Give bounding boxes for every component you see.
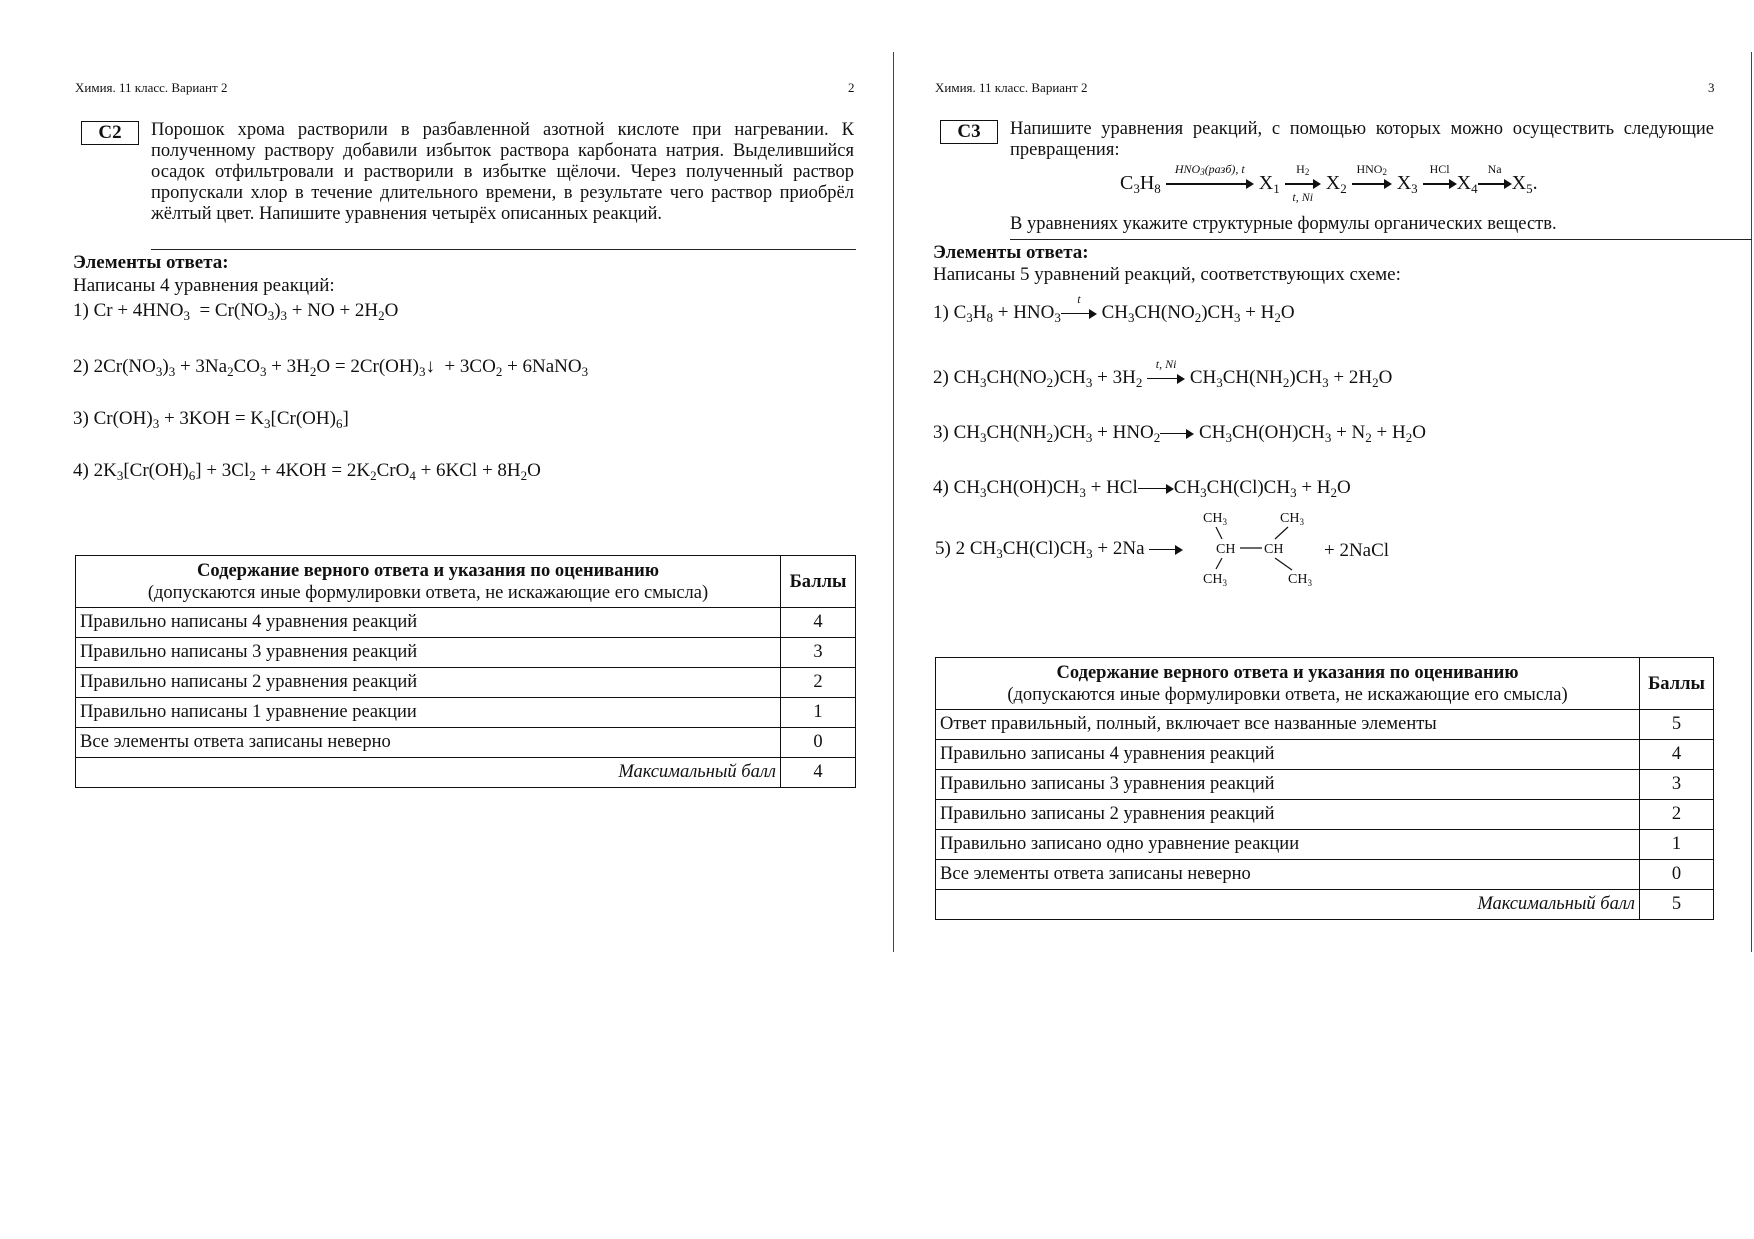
- table-row: Правильно записаны 4 уравнения реакций 4: [936, 740, 1714, 770]
- table-header-content: Содержание верного ответа и указания по оцениванию (допускаются иные формулировки ответа, не искажающие его смысла): [76, 556, 781, 608]
- table-max-row: Максимальный балл 5: [936, 890, 1714, 920]
- answer-title: Элементы ответа:: [933, 242, 1089, 263]
- page-number: 2: [848, 80, 855, 95]
- dimethylbutane-structure: [1200, 508, 1310, 590]
- task-text: Напишите уравнения реакций, с помощью которых можно осуществить следующие превращения:: [1010, 119, 1714, 160]
- answer-title: Элементы ответа:: [73, 252, 229, 273]
- equation-4: 4) $CH_3CH(OH)CH_3$ + HCl $CH_3CH(Cl)CH_3 + H_2O$: [933, 477, 1351, 500]
- table-row: Правильно записано одно уравнение реакции 1: [936, 830, 1714, 860]
- equation-4: 4) $2K_3[Cr(OH)_6] + 3Cl_2 + 4KOH = 2K_2CrO_4 + 6KCl + 8H_2O$: [73, 460, 541, 483]
- equation-1: 1) $C_3H_8 + HNO_3$ t $CH_3CH(NO_2)CH_3 + H_2O$: [933, 291, 1295, 325]
- scoring-table: [935, 657, 1714, 920]
- equation-3: 3) $CH_3CH(NH_2)CH_3 + HNO_2$ $CH_3CH(OH)CH_3 + N_2 + H_2O$: [933, 422, 1426, 445]
- page-header: Химия. 11 класс. Вариант 2: [75, 80, 228, 95]
- task-code-box: C3: [940, 120, 998, 144]
- svg-text:CH3: $CH_3$: [1280, 511, 1304, 527]
- table-row: Все элементы ответа записаны неверно 0: [936, 860, 1714, 890]
- answer-intro: Написаны 4 уравнения реакций:: [73, 275, 335, 296]
- transformation-scheme: $C_3H_8$ $HNO_3(разб)$, t $X_1$ $H_2$ t, Ni $X_2$ $HNO_2$ $X_3$ HCl $X_4$ Na $X_5$.: [1120, 162, 1538, 205]
- task-code-box: C2: [81, 121, 139, 145]
- task-underline: [151, 249, 856, 250]
- table-row: Правильно записаны 2 уравнения реакций 2: [936, 800, 1714, 830]
- svg-text:CH3: $CH_3$: [1288, 572, 1312, 588]
- table-header-content: Содержание верного ответа и указания по оцениванию (допускаются иные формулировки ответа, не искажающие его смысла): [936, 658, 1640, 710]
- table-row: Ответ правильный, полный, включает все названные элементы 5: [936, 710, 1714, 740]
- table-row: Все элементы ответа записаны неверно 0: [76, 728, 856, 758]
- page-header: Химия. 11 класс. Вариант 2: [935, 80, 1088, 95]
- task-text: Порошок хрома растворили в разбавленной азотной кислоте при нагревании. К полученному раствору добавили избыток раствора карбоната натрия. Выделившийся осадок отфильтровали и растворили в избытке щёлочи. Через полученный раствор пропускали хлор в течение длительного времени, в результате чего раствор приобрёл жёлтый цвет. Напишите уравнения четырёх описанных реакций.: [151, 120, 854, 224]
- table-header-points: Баллы: [781, 556, 856, 608]
- equation-5: 5) 2 $CH_3CH(Cl)CH_3 + 2Na$: [935, 538, 1183, 560]
- svg-text:CH3: $CH_3$: [1203, 511, 1227, 527]
- page-right: [893, 0, 1754, 1239]
- table-row: Правильно написаны 1 уравнение реакции 1: [76, 698, 856, 728]
- table-row: Правильно написаны 4 уравнения реакций 4: [76, 608, 856, 638]
- equation-1: 1) $Cr + 4HNO_3 = Cr(NO_3)_3$ + NO + $2H_2O$: [73, 300, 399, 323]
- svg-text:CH3: $CH_3$: [1203, 572, 1227, 588]
- svg-text:CH: CH: [1216, 542, 1236, 557]
- equation-2: 2) $2Cr(NO_3)_3 + 3Na_2CO_3 + 3H_2O$ = $2Cr(OH)_3↓ + 3CO_2$ + 6NaNO$_3$: [73, 356, 589, 379]
- answer-intro: Написаны 5 уравнений реакций, соответствующих схеме:: [933, 264, 1401, 285]
- task-underline: [1010, 239, 1752, 240]
- task-note: В уравнениях укажите структурные формулы органических веществ.: [1010, 214, 1557, 234]
- table-header-points: Баллы: [1640, 658, 1714, 710]
- table-row: Правильно написаны 3 уравнения реакций 3: [76, 638, 856, 668]
- table-row: Правильно написаны 2 уравнения реакций 2: [76, 668, 856, 698]
- scoring-table: [75, 555, 856, 788]
- svg-text:CH: CH: [1264, 542, 1284, 557]
- table-max-row: Максимальный балл 4: [76, 758, 856, 788]
- equation-2: 2) $CH_3CH(NO_2)CH_3 + 3H_2$ t, Ni $CH_3CH(NH_2)CH_3 + 2H_2O$: [933, 356, 1393, 390]
- equation-5-product: + 2NaCl: [1324, 540, 1390, 561]
- page-number: 3: [1708, 80, 1715, 95]
- table-row: Правильно записаны 3 уравнения реакций 3: [936, 770, 1714, 800]
- equation-3: 3) $Cr(OH)_3 + 3KOH = K_3[Cr(OH)_6]$: [73, 408, 349, 431]
